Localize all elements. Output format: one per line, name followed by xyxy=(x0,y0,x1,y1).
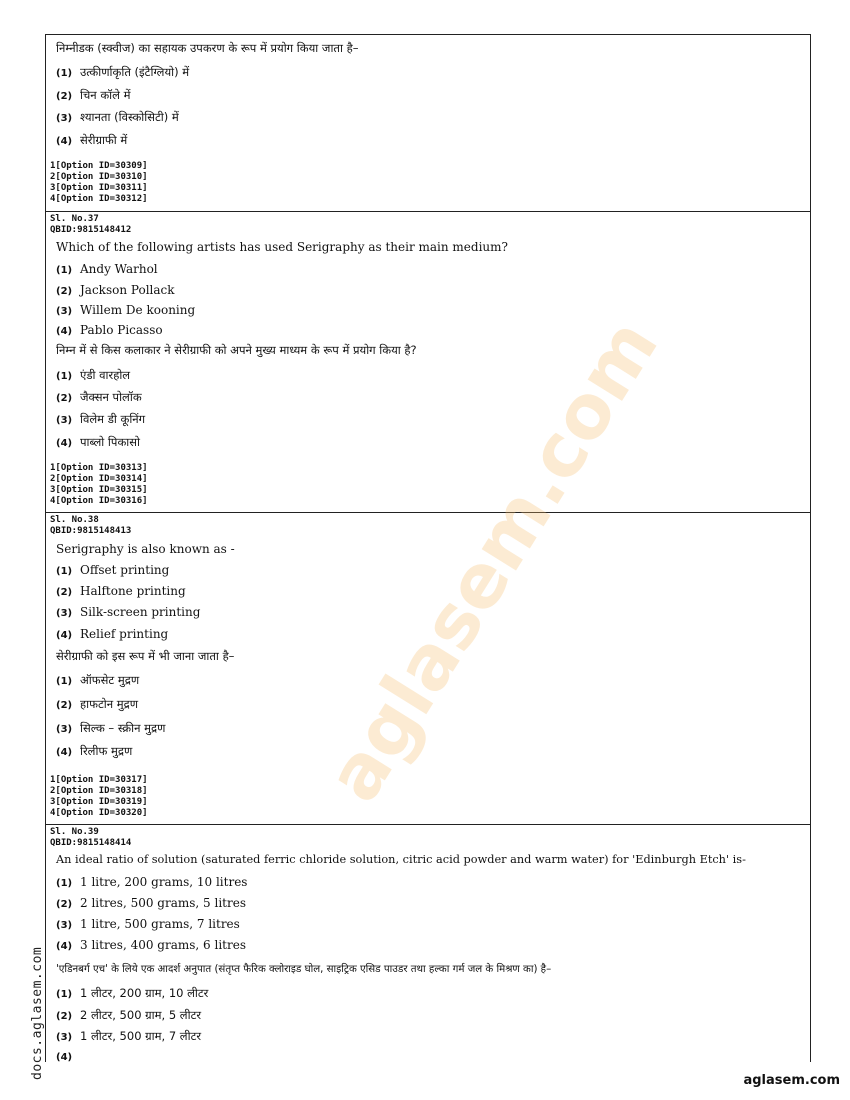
option-number: (2) xyxy=(56,587,73,598)
option-text: Pablo Picasso xyxy=(80,323,163,337)
option-number: (3) xyxy=(56,306,73,317)
option-text: Offset printing xyxy=(80,563,170,577)
q36-hindi-option-3 xyxy=(56,110,179,125)
q37-question: Which of the following artists has used Serigraphy as their main medium? xyxy=(56,240,508,254)
option-id: 2[Option ID=30318] xyxy=(50,786,148,796)
option-number: (3) xyxy=(56,415,73,426)
q38-option-1 xyxy=(56,563,169,577)
option-number: (2) xyxy=(56,700,73,711)
option-id: 3[Option ID=30311] xyxy=(50,183,148,193)
q37-hindi-option-3 xyxy=(56,412,145,427)
option-number: (3) xyxy=(56,920,73,931)
option-number: (3) xyxy=(56,113,73,124)
serial-number: Sl. No.37 xyxy=(50,214,99,224)
question-paper-page xyxy=(45,34,811,1062)
q37-hindi-option-1 xyxy=(56,368,130,383)
option-number: (2) xyxy=(56,91,73,102)
option-text: जैक्सन पोलॉक xyxy=(80,390,142,404)
q39-option-3 xyxy=(56,917,240,931)
q38-option-3 xyxy=(56,605,200,619)
option-text: Silk-screen printing xyxy=(80,605,201,619)
serial-number: Sl. No.39 xyxy=(50,827,99,837)
option-text: Andy Warhol xyxy=(80,262,158,276)
q37-hindi-option-4 xyxy=(56,435,140,450)
q37-header xyxy=(50,214,131,236)
q39-hindi-option-3 xyxy=(56,1029,201,1044)
option-number: (4) xyxy=(56,630,73,641)
q39-header xyxy=(50,827,131,849)
option-text: Willem De kooning xyxy=(80,303,196,317)
q39-hindi-option-1 xyxy=(56,986,208,1001)
option-number: (1) xyxy=(56,989,73,1000)
q36-hindi-question: निम्नीडक (स्क्वीज) का सहायक उपकरण के रूप में प्रयोग किया जाता है– xyxy=(56,41,359,55)
option-number: (1) xyxy=(56,878,73,889)
option-text: Relief printing xyxy=(80,627,169,641)
q36-hindi-option-1 xyxy=(56,65,189,80)
q39-hindi-option-2 xyxy=(56,1008,201,1023)
q37-option-1 xyxy=(56,262,158,276)
option-text: रिलीफ मुद्रण xyxy=(80,744,133,758)
option-id: 1[Option ID=30317] xyxy=(50,775,148,785)
q37-option-3 xyxy=(56,303,195,317)
q38-question: Serigraphy is also known as - xyxy=(56,542,235,556)
q38-hindi-option-4 xyxy=(56,744,132,759)
option-text: 2 लीटर, 500 ग्राम, 5 लीटर xyxy=(80,1008,202,1022)
option-text: 3 litres, 400 grams, 6 litres xyxy=(80,938,246,952)
option-number: (4) xyxy=(56,326,73,337)
q38-hindi-option-2 xyxy=(56,697,138,712)
option-text: सिल्क – स्क्रीन मुद्रण xyxy=(80,721,166,735)
q38-option-ids xyxy=(50,775,148,819)
option-id: 4[Option ID=30320] xyxy=(50,808,148,818)
q37-hindi-question: निम्न में से किस कलाकार ने सेरीग्राफी को अपने मुख्य माध्यम के रूप में प्रयोग किया है? xyxy=(56,343,417,357)
q38-option-2 xyxy=(56,584,186,598)
option-number: (1) xyxy=(56,566,73,577)
option-text: 1 litre, 200 grams, 10 litres xyxy=(80,875,248,889)
option-text: हाफटोन मुद्रण xyxy=(80,697,139,711)
q39-hindi-option-4 xyxy=(56,1049,80,1063)
option-id: 2[Option ID=30314] xyxy=(50,474,148,484)
option-text: उत्कीर्णाकृति (इंटैग्लियो) में xyxy=(80,65,190,79)
option-text: सेरीग्राफी में xyxy=(80,133,128,147)
option-text: एंडी वारहोल xyxy=(80,368,131,382)
option-text: चिन कॉले में xyxy=(80,88,131,102)
q39-option-2 xyxy=(56,896,246,910)
q38-hindi-option-3 xyxy=(56,721,165,736)
option-text: 2 litres, 500 grams, 5 litres xyxy=(80,896,246,910)
option-id: 3[Option ID=30319] xyxy=(50,797,148,807)
footer-url: aglasem.com xyxy=(743,1073,840,1088)
qbid: QBID:9815148414 xyxy=(50,838,132,848)
option-number: (4) xyxy=(56,941,73,952)
q37-option-2 xyxy=(56,283,175,297)
option-number: (1) xyxy=(56,68,73,79)
q36-hindi-option-2 xyxy=(56,88,130,103)
q38-hindi-question: सेरीग्राफी को इस रूप में भी जाना जाता है– xyxy=(56,649,235,663)
qbid: QBID:9815148412 xyxy=(50,225,132,235)
section-divider xyxy=(46,824,810,825)
q37-option-4 xyxy=(56,323,163,337)
option-number: (2) xyxy=(56,1011,73,1022)
q39-option-1 xyxy=(56,875,247,889)
option-text: श्यानता (विस्कोसिटी) में xyxy=(80,110,179,124)
q37-option-ids xyxy=(50,463,148,507)
option-text: ऑफसेट मुद्रण xyxy=(80,673,140,687)
option-text: पाब्लो पिकासो xyxy=(80,435,141,449)
option-number: (4) xyxy=(56,747,73,758)
option-id: 2[Option ID=30310] xyxy=(50,172,148,182)
option-number: (3) xyxy=(56,1032,73,1043)
option-text: 1 litre, 500 grams, 7 litres xyxy=(80,917,240,931)
section-divider xyxy=(46,211,810,212)
option-number: (3) xyxy=(56,724,73,735)
option-number: (2) xyxy=(56,393,73,404)
q39-question: An ideal ratio of solution (saturated ferric chloride solution, citric acid powder and warm water) for 'Edinburgh Etch' is- xyxy=(56,853,746,866)
option-number: (2) xyxy=(56,286,73,297)
option-id: 4[Option ID=30312] xyxy=(50,194,148,204)
option-id: 4[Option ID=30316] xyxy=(50,496,148,506)
watermark: aglasem.com xyxy=(310,304,675,817)
q39-option-4 xyxy=(56,938,246,952)
option-id: 1[Option ID=30309] xyxy=(50,161,148,171)
q36-option-ids xyxy=(50,161,148,205)
q36-hindi-option-4 xyxy=(56,133,127,148)
option-text: 1 लीटर, 200 ग्राम, 10 लीटर xyxy=(80,986,209,1000)
side-url: docs.aglasem.com xyxy=(30,946,45,1080)
q38-option-4 xyxy=(56,627,168,641)
option-number: (4) xyxy=(56,438,73,449)
option-id: 1[Option ID=30313] xyxy=(50,463,148,473)
option-number: (1) xyxy=(56,676,73,687)
q38-header xyxy=(50,515,131,537)
q37-hindi-option-2 xyxy=(56,390,142,405)
serial-number: Sl. No.38 xyxy=(50,515,99,525)
option-text: 1 लीटर, 500 ग्राम, 7 लीटर xyxy=(80,1029,202,1043)
q39-hindi-question: 'एडिनबर्ग एच' के लिये एक आदर्श अनुपात (संतृप्त फैरिक क्लोराइड घोल, साइट्रिक एसिड पाउडर तथा हल्का गर्म जल के मिश्रण का) है– xyxy=(56,964,552,975)
section-divider xyxy=(46,512,810,513)
option-number: (3) xyxy=(56,608,73,619)
option-text: Halftone printing xyxy=(80,584,186,598)
qbid: QBID:9815148413 xyxy=(50,526,132,536)
option-number: (2) xyxy=(56,899,73,910)
option-number: (1) xyxy=(56,265,73,276)
option-id: 3[Option ID=30315] xyxy=(50,485,148,495)
option-number: (4) xyxy=(56,136,73,147)
q38-hindi-option-1 xyxy=(56,673,139,688)
option-text: Jackson Pollack xyxy=(80,283,175,297)
option-number: (1) xyxy=(56,371,73,382)
option-text: विलेम डी कूनिंग xyxy=(80,412,146,426)
option-number: (4) xyxy=(56,1052,73,1063)
